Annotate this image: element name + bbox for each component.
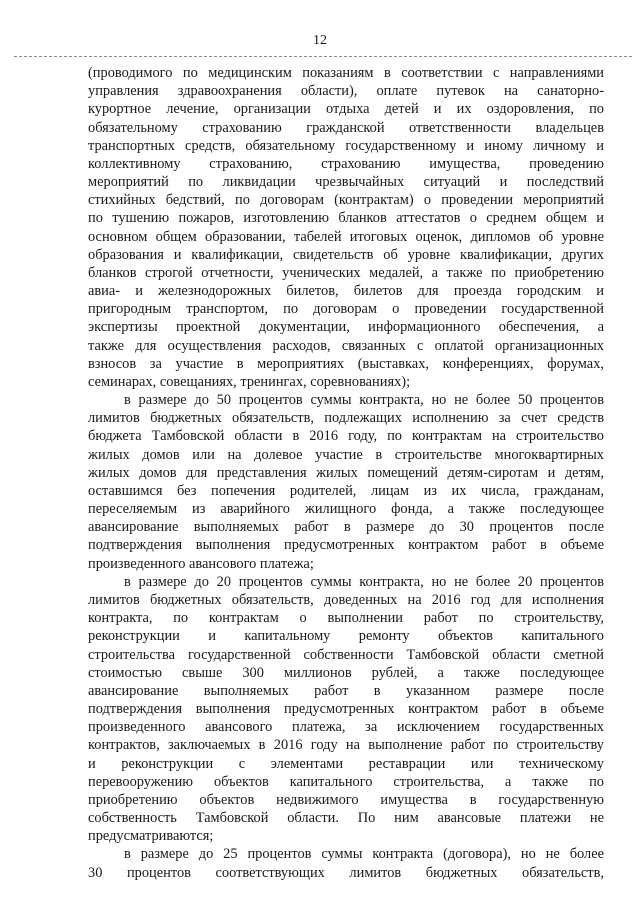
- header-divider: [14, 56, 632, 57]
- text-line: экспертизы проектной документации, информационного обеспечения, а: [88, 319, 604, 336]
- text-line: 30 процентов соответствующих лимитов бюджетных обязательств,: [88, 864, 604, 881]
- text-line: курортное лечение, организации отдыха детей и их оздоровления, по: [88, 101, 604, 118]
- text-line: бланков строгой отчетности, ученических медалей, а также по приобретению: [88, 264, 604, 281]
- text-line: лимитов бюджетных обязательств, подлежащих исполнению за счет средств: [88, 410, 604, 427]
- text-line: по тушению пожаров, изготовлению бланков аттестатов о среднем общем и: [88, 210, 604, 227]
- text-line: также для осуществления расходов, связанных с оплатой организационных: [88, 337, 604, 354]
- text-line: авиа- и железнодорожных билетов, билетов для проезда городским и: [88, 283, 604, 300]
- text-line: мероприятий по ликвидации чрезвычайных ситуаций и последствий: [88, 174, 604, 191]
- text-line: подтверждения выполнения предусмотренных контрактом работ в объеме: [88, 701, 604, 718]
- text-line: строительства государственной собственности Тамбовской области сметной: [88, 646, 604, 663]
- text-line: контрактов, заключаемых в 2016 году на выполнение работ по строительству: [88, 737, 604, 754]
- text-line: семинарах, совещаниях, тренингах, соревнованиях);: [88, 373, 411, 390]
- text-line: перевооружению объектов капитального строительства, а также по: [88, 773, 604, 790]
- text-line: приобретению объектов недвижимого имущества в государственную: [88, 791, 604, 808]
- text-line: бюджета Тамбовской области в 2016 году, по контрактам на строительство: [88, 428, 604, 445]
- text-line: лимитов бюджетных обязательств, доведенных на 2016 год для исполнения: [88, 591, 604, 608]
- text-line: реконструкции и капитальному ремонту объектов капитального: [88, 628, 604, 645]
- text-line: коллективному страхованию, страхованию имущества, проведению: [88, 155, 604, 172]
- text-line: контракта, по контрактам о выполнении работ по строительству,: [88, 610, 604, 627]
- text-line: собственность Тамбовской области. По ним авансовые платежи не: [88, 810, 604, 827]
- text-line: жилых домов для представления жилых помещений детям-сиротам и детям,: [88, 464, 604, 481]
- body-text: [88, 64, 604, 882]
- text-line: взносов за участие в мероприятиях (выставках, конференциях, форумах,: [88, 355, 604, 372]
- text-line: произведенного авансового платежа;: [88, 555, 314, 572]
- text-line: авансирование выполняемых работ в размере до 30 процентов после: [88, 519, 604, 536]
- text-line: основном общем образовании, табелей итоговых оценок, дипломов об уровне: [88, 228, 604, 245]
- text-line: образования и квалификации, свидетельств об уровне квалификации, других: [88, 246, 604, 263]
- text-line: предусматриваются;: [88, 828, 214, 845]
- text-line: жилых домов или на долевое участие в строительстве многоквартирных: [88, 446, 604, 463]
- text-line: подтверждения выполнения предусмотренных контрактом работ в объеме: [88, 537, 604, 554]
- text-line: пригородным транспортом, по договорам о проведении государственной: [88, 301, 604, 318]
- text-line: (проводимого по медицинским показаниям в соответствии с направлениями: [88, 65, 604, 81]
- text-line: управления здравоохранения области), оплате путевок на санаторно-: [88, 83, 604, 100]
- text-line: в размере до 20 процентов суммы контракта, но не более 20 процентов: [124, 573, 604, 590]
- text-line: произведенного авансового платежа, за исключением государственных: [88, 719, 604, 736]
- text-line: переселяемым из аварийного жилищного фонда, а также последующее: [88, 501, 604, 518]
- text-line: в размере до 50 процентов суммы контракта, но не более 50 процентов: [124, 392, 604, 409]
- page-number: 12: [313, 33, 327, 48]
- text-line: и реконструкции с элементами реставрации или техническому: [88, 755, 604, 772]
- text-line: в размере до 25 процентов суммы контракта (договора), но не более: [124, 846, 604, 863]
- text-line: обязательному страхованию гражданской ответственности владельцев: [88, 119, 604, 136]
- text-line: оставшимся без попечения родителей, лицам из их числа, гражданам,: [88, 482, 604, 499]
- text-line: транспортных средств, обязательному государственному и иному личному и: [88, 137, 604, 154]
- text-line: авансирование выполняемых работ в указанном размере после: [88, 682, 604, 699]
- text-line: стоимостью свыше 300 миллионов рублей, а также последующее: [88, 664, 604, 681]
- text-line: стихийных бедствий, по договорам (контрактам) о проведении мероприятий: [88, 192, 604, 209]
